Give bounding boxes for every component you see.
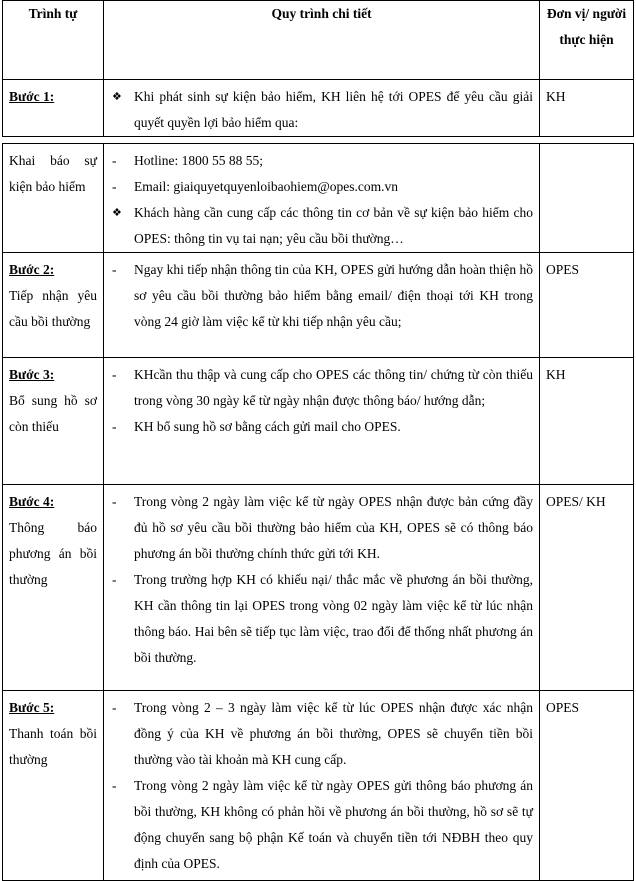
list-item: - Trong trường hợp KH có khiếu nại/ thắc mắc về phương án bồi thường, KH cần thông tin lại OPES trong vòng 02 ngày làm việc kể từ lúc nhận thông báo. Hai bên sẽ tiếp tục làm việc, trao đổi để thống nhất phương án bồi thường. [110, 567, 533, 671]
detail-cell [104, 691, 540, 881]
detail-cell [104, 358, 540, 485]
step-description: Thông báo phương án bồi thường [9, 520, 97, 587]
table-header-row [3, 1, 634, 80]
step-cell [3, 691, 104, 881]
unit-cell: KH [540, 358, 634, 485]
step-label: Bước 5: [9, 700, 55, 715]
step-cell [3, 485, 104, 691]
list-item: - KHcần thu thập và cung cấp cho OPES các thông tin/ chứng từ còn thiếu trong vòng 30 ngày kể từ ngày nhận được thông báo/ hướng dẫn; [110, 362, 533, 414]
diamond-bullet-icon [112, 200, 122, 226]
unit-cell: OPES [540, 253, 634, 358]
list-item: - Trong vòng 2 – 3 ngày làm việc kể từ lúc OPES nhận được xác nhận đồng ý của KH về phương án bồi thường, OPES sẽ chuyển tiền bồi thường vào tài khoản mà KH cung cấp. [110, 695, 533, 773]
detail-cell [104, 485, 540, 691]
table-row [3, 144, 634, 253]
process-table-part-1 [2, 0, 634, 137]
step-label: Bước 2: [9, 262, 55, 277]
dash-bullet-icon [112, 773, 117, 799]
detail-cell [104, 80, 540, 137]
list-item: - Hotline: 1800 55 88 55; [110, 148, 533, 174]
header-sequence: Trình tự [3, 1, 104, 80]
table-row [3, 80, 634, 137]
dash-bullet-icon [112, 362, 117, 388]
step-description: Thanh toán bồi thường [9, 726, 97, 767]
process-table-part-2 [2, 143, 634, 881]
dash-bullet-icon [112, 148, 117, 174]
dash-bullet-icon [112, 174, 117, 200]
table-row [3, 485, 634, 691]
list-item: ❖ Khi phát sinh sự kiện bảo hiểm, KH liên hệ tới OPES để yêu cầu giải quyết quyền lợi bảo hiểm qua: [110, 84, 533, 136]
list-item: - Trong vòng 2 ngày làm việc kể từ ngày OPES nhận được bản cứng đầy đủ hồ sơ yêu cầu bồi thường bảo hiểm của KH, OPES sẽ có thông báo phương án bồi thường chính thức gửi tới KH. [110, 489, 533, 567]
step-cell [3, 144, 104, 253]
list-item: - Email: giaiquyetquyenloibaohiem@opes.com.vn [110, 174, 533, 200]
list-item: - Ngay khi tiếp nhận thông tin của KH, OPES gửi hướng dẫn hoàn thiện hồ sơ yêu cầu bồi thường bảo hiểm bằng email/ điện thoại tới KH trong vòng 24 giờ làm việc kể từ khi tiếp nhận yêu cầu; [110, 257, 533, 335]
list-item: ❖ Khách hàng cần cung cấp các thông tin cơ bản về sự kiện bảo hiểm cho OPES: thông tin vụ tai nạn; yêu cầu bồi thường… [110, 200, 533, 252]
header-responsible-unit: Đơn vị/ người thực hiện [540, 1, 634, 80]
header-detail-process: Quy trình chi tiết [104, 1, 540, 80]
list-item: - Trong vòng 2 ngày làm việc kể từ ngày OPES gửi thông báo phương án bồi thường, KH không có phản hồi về phương án bồi thường, hồ sơ sẽ tự động chuyển sang bộ phận Kế toán và chuyển tiền tới NĐBH theo quy định của OPES. [110, 773, 533, 877]
step-label: Bước 3: [9, 367, 55, 382]
dash-bullet-icon [112, 695, 117, 721]
unit-cell: OPES/ KH [540, 485, 634, 691]
step-description: Bổ sung hồ sơ còn thiếu [9, 393, 97, 434]
step-label: Bước 1: [9, 89, 55, 104]
table-row [3, 358, 634, 485]
table-row [3, 691, 634, 881]
step-description: Khai báo sự kiện bảo hiểm [9, 153, 97, 194]
dash-bullet-icon [112, 414, 117, 440]
table-row [3, 253, 634, 358]
list-item: - KH bổ sung hồ sơ bằng cách gửi mail cho OPES. [110, 414, 533, 440]
dash-bullet-icon [112, 257, 117, 283]
detail-cell [104, 144, 540, 253]
unit-cell: KH [540, 80, 634, 137]
unit-cell [540, 144, 634, 253]
unit-cell: OPES [540, 691, 634, 881]
diamond-bullet-icon [112, 84, 122, 110]
dash-bullet-icon [112, 567, 117, 593]
step-cell [3, 358, 104, 485]
detail-cell [104, 253, 540, 358]
step-description: Tiếp nhận yêu cầu bồi thường [9, 288, 97, 329]
step-label: Bước 4: [9, 494, 55, 509]
step-cell [3, 253, 104, 358]
step-cell [3, 80, 104, 137]
dash-bullet-icon [112, 489, 117, 515]
